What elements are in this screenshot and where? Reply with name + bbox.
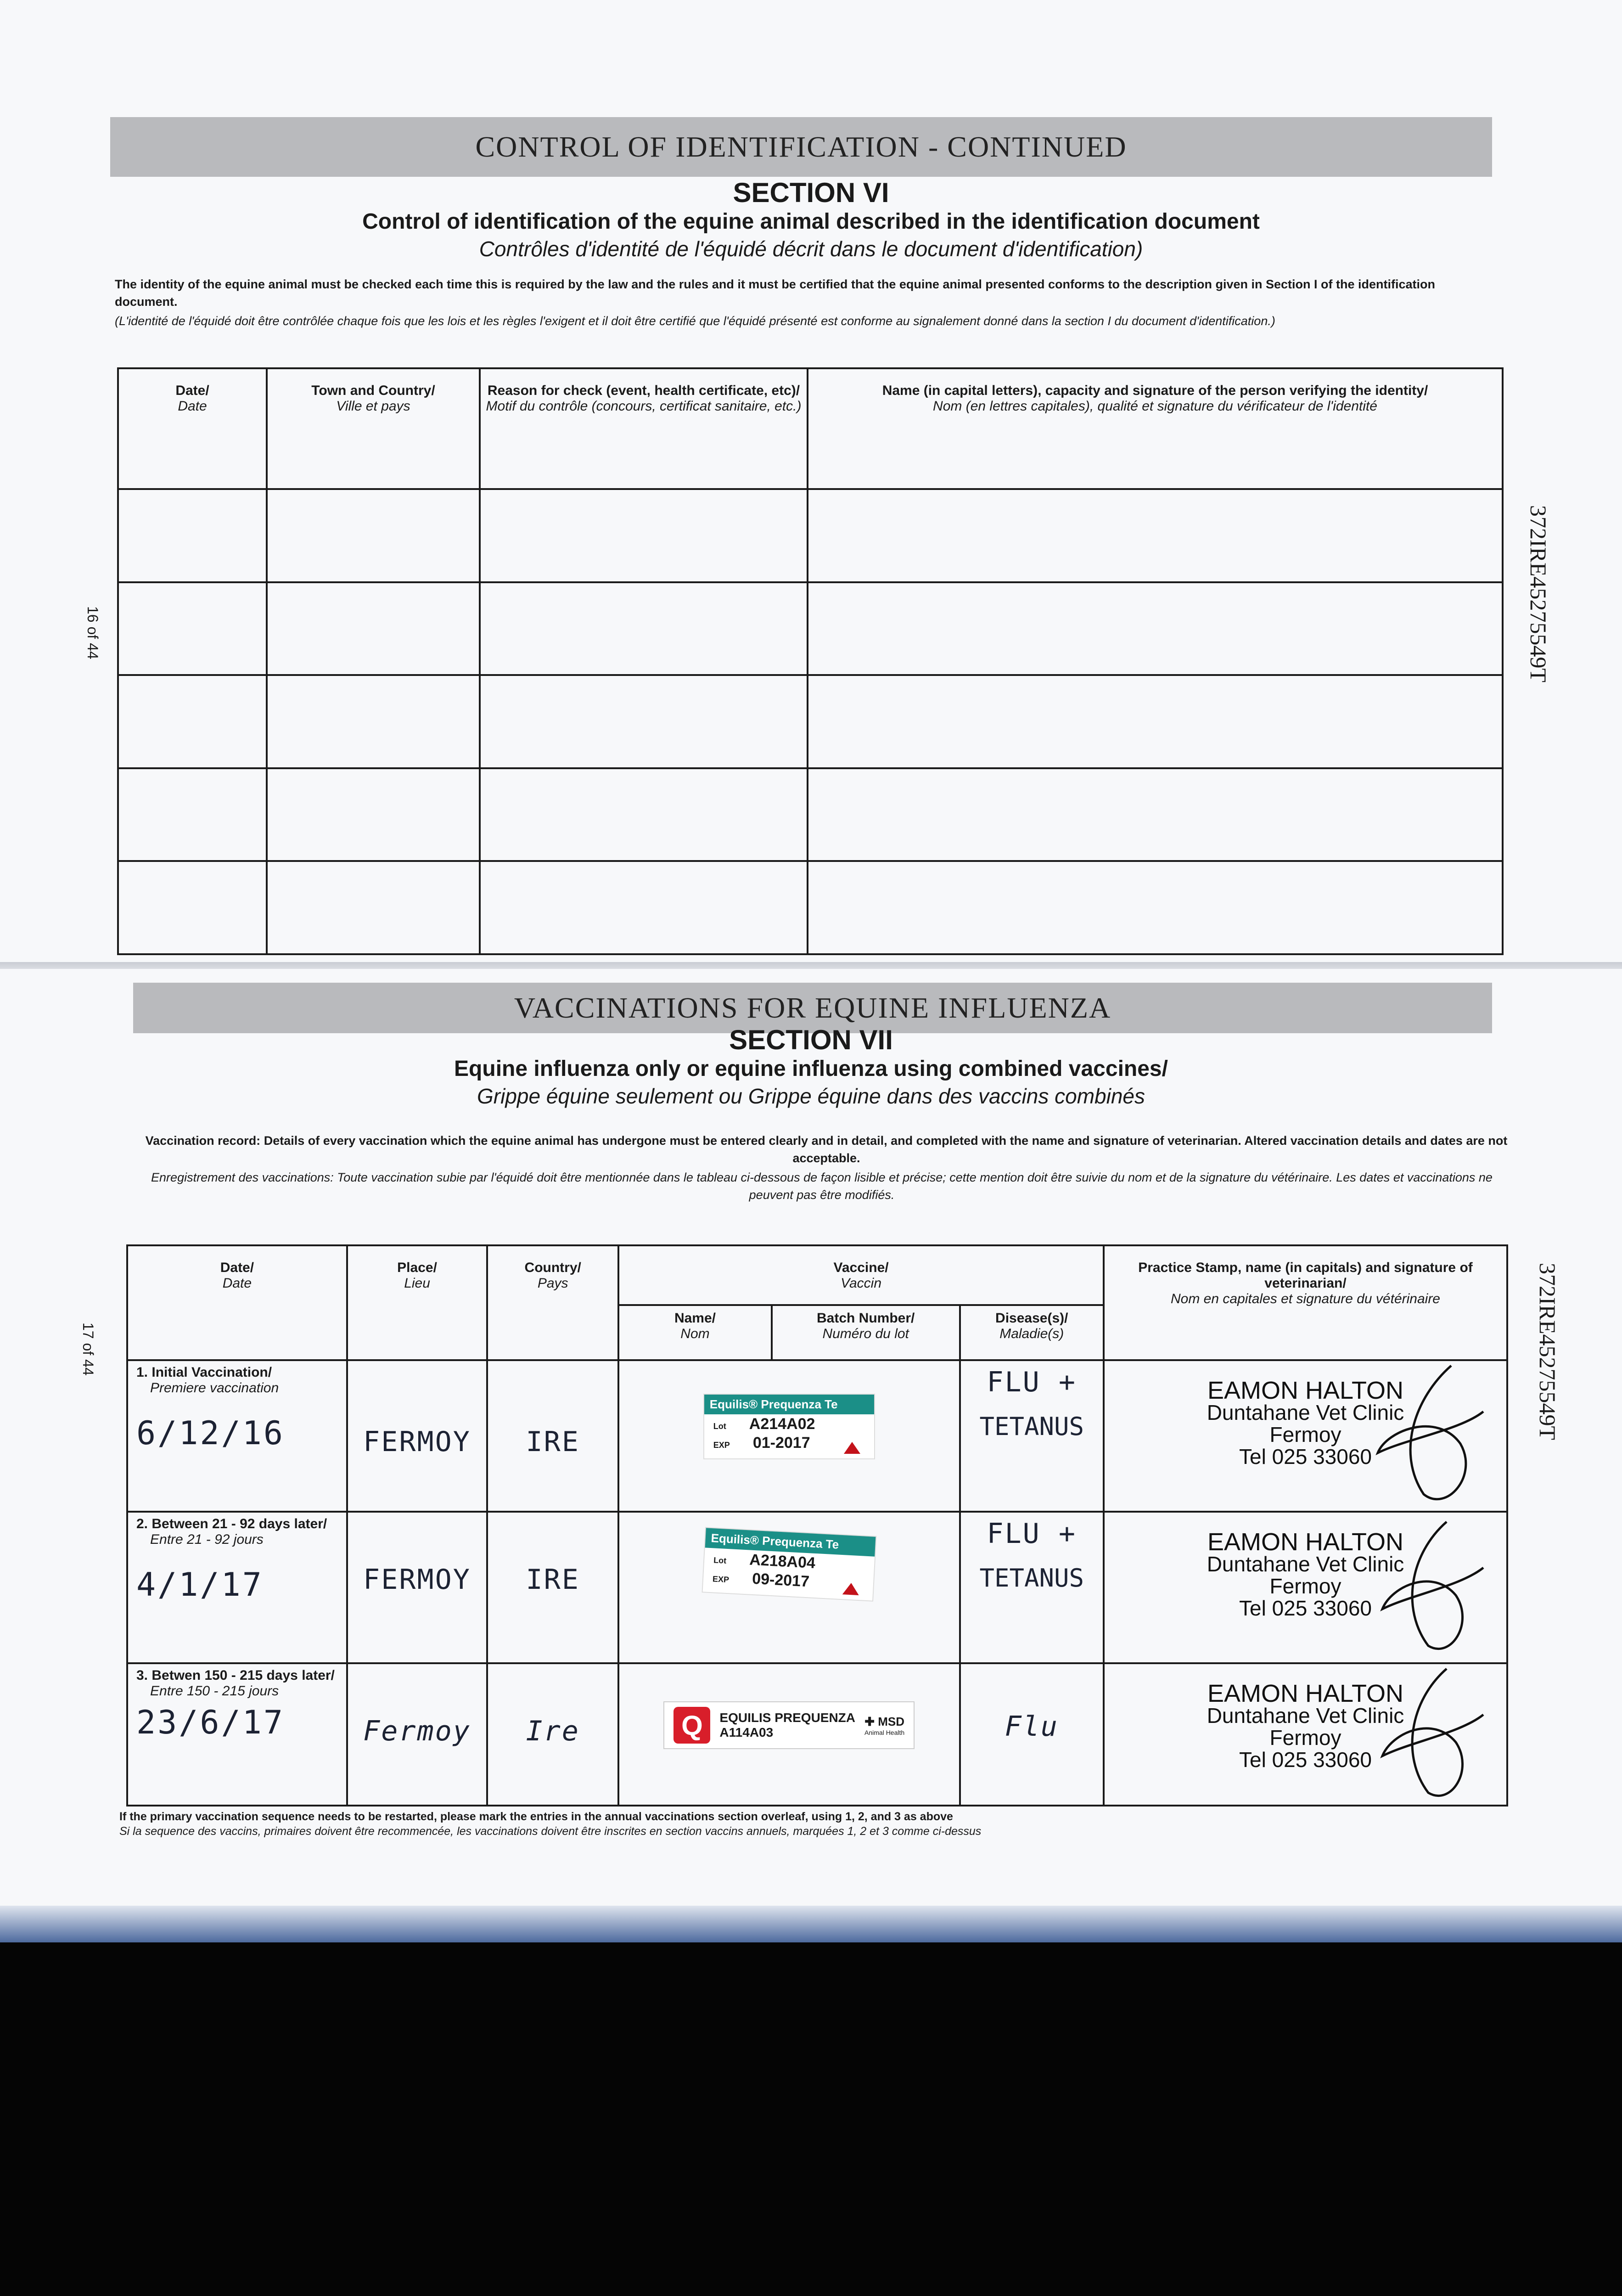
table-row [118, 768, 1503, 861]
vaccine-sticker-msd: Q EQUILIS PREQUENZA A114A03 ✚ MSD Animal Health [663, 1701, 915, 1749]
col-batch-header: Batch Number/ Numéro du lot [772, 1305, 960, 1360]
section-banner-identification: CONTROL OF IDENTIFICATION - CONTINUED [110, 117, 1492, 177]
country-cell[interactable]: IRE [487, 1360, 618, 1512]
table-cell[interactable] [808, 861, 1503, 954]
handwritten-date: 6/12/16 [136, 1414, 285, 1452]
table-cell[interactable] [118, 675, 267, 768]
page-number-16: 16 of 44 [84, 606, 101, 659]
section-banner-vaccinations: VACCINATIONS FOR EQUINE INFLUENZA [133, 983, 1492, 1033]
sticker-marker-icon [844, 1442, 860, 1454]
table-cell[interactable] [480, 582, 808, 675]
restart-footnote-fr: Si la sequence des vaccins, primaires doivent être recommencée, les vaccinations doivent être inscrites en section vaccins annuels, marquées 1, 2 et 3 comme ci-dessus [119, 1825, 982, 1838]
vaccine-sticker-cell [618, 1512, 960, 1663]
disease-cell[interactable]: Flu [960, 1663, 1104, 1806]
vaccination-record-instructions-fr: Enregistrement des vaccinations: Toute vaccination subie par l'équidé doit être mentionnée dans le tableau ci-dessous de façon lisible et précise; cette mention doit être suivie du nom et de la signature du vétérinaire. Les dates et vaccinations ne peuvent pas être modifiés. [151, 1171, 1493, 1202]
signature-icon [1369, 1361, 1488, 1508]
col-date-header: Date/ Date [118, 368, 267, 489]
table-row [118, 582, 1503, 675]
place-cell[interactable]: FERMOY [347, 1360, 488, 1512]
vaccination-date-cell[interactable]: 3. Betwen 150 - 215 days later/ Entre 150 - 215 jours 23/6/17 [127, 1663, 347, 1806]
vaccination-date-cell[interactable]: 2. Between 21 - 92 days later/ Entre 21 - 92 jours 4/1/17 [127, 1512, 347, 1663]
col-country-header: Country/ Pays [487, 1245, 618, 1360]
vaccination-row-3 [127, 1663, 1507, 1806]
scan-background [0, 1942, 1622, 2296]
top-page [0, 0, 1622, 969]
col-vaccine-name-header: Name/ Nom [618, 1305, 772, 1360]
section-vi-title: Control of identification of the equine animal described in the identification document [362, 209, 1260, 234]
table-cell[interactable] [118, 582, 267, 675]
section-vii-heading: SECTION VII [729, 1024, 893, 1055]
col-reason-header: Reason for check (event, health certificate, etc)/ Motif du contrôle (concours, certificat sanitaire, etc.) [480, 368, 808, 489]
col-practice-header: Practice Stamp, name (in capitals) and signature of veterinarian/ Nom en capitales et signature du vétérinaire [1104, 1245, 1507, 1360]
q-logo-icon: Q [673, 1707, 710, 1744]
table-cell[interactable] [808, 768, 1503, 861]
table-cell[interactable] [118, 489, 267, 582]
vaccination-row-1 [127, 1360, 1507, 1512]
table-cell[interactable] [480, 675, 808, 768]
signature-icon [1369, 1513, 1488, 1660]
place-cell[interactable]: Fermoy [347, 1663, 488, 1806]
page-number-17: 17 of 44 [80, 1322, 96, 1376]
section-vi-title-fr: Contrôles d'identité de l'équidé décrit dans le document d'identification) [479, 237, 1143, 261]
passport-cover-edge [0, 1906, 1622, 1947]
vet-stamp-cell[interactable]: EAMON HALTON Duntahane Vet Clinic Fermoy Tel 025 33060 [1104, 1512, 1507, 1663]
vaccine-sticker: Equilis® Prequenza Te Lot A218A04 EXP 09-2017 [702, 1527, 876, 1601]
section-vii-title-fr: Grippe équine seulement ou Grippe équine dans des vaccins combinés [477, 1084, 1145, 1108]
disease-cell[interactable]: FLU + TETANUS [960, 1512, 1104, 1663]
disease-cell[interactable]: FLU + TETANUS [960, 1360, 1104, 1512]
table-cell[interactable] [118, 861, 267, 954]
bottom-page [0, 969, 1622, 1942]
vaccine-sticker: Equilis® Prequenza Te Lot A214A02 EXP 01-2017 [703, 1394, 875, 1459]
table-cell[interactable] [480, 489, 808, 582]
sticker-marker-icon [842, 1582, 859, 1595]
handwritten-date: 4/1/17 [136, 1566, 264, 1604]
side-passport-code: 372IRE45275549T [1535, 1263, 1560, 1441]
col-place-header: Place/ Lieu [347, 1245, 488, 1360]
col-verifier-header: Name (in capital letters), capacity and signature of the person verifying the identity/ Nom (en lettres capitales), qualité et signature du vérificateur de l'identité [808, 368, 1503, 489]
side-passport-code: 372IRE45275549T [1526, 505, 1551, 683]
table-cell[interactable] [267, 582, 480, 675]
col-disease-header: Disease(s)/ Maladie(s) [960, 1305, 1104, 1360]
vaccine-sticker-cell [618, 1360, 960, 1512]
country-cell[interactable]: Ire [487, 1663, 618, 1806]
table-cell[interactable] [480, 861, 808, 954]
table-cell[interactable] [267, 675, 480, 768]
msd-logo-icon: ✚ MSD Animal Health [864, 1714, 905, 1736]
table-cell[interactable] [808, 675, 1503, 768]
table-cell[interactable] [118, 768, 267, 861]
country-cell[interactable]: IRE [487, 1512, 618, 1663]
vaccination-table [126, 1244, 1508, 1806]
identification-check-table [117, 367, 1504, 955]
col-vaccine-header: Vaccine/ Vaccin [618, 1245, 1104, 1305]
table-cell[interactable] [267, 768, 480, 861]
vaccine-sticker-cell [618, 1663, 960, 1806]
signature-icon [1369, 1664, 1488, 1802]
table-row [118, 675, 1503, 768]
table-cell[interactable] [267, 489, 480, 582]
identification-instructions-fr: (L'identité de l'équidé doit être contrôlée chaque fois que les lois et les règles l'exigent et il doit être certifié que l'équidé présenté est conforme au signalement donné dans la section I du document d'identification.) [115, 314, 1275, 328]
table-row [118, 861, 1503, 954]
table-cell[interactable] [808, 489, 1503, 582]
table-row [118, 489, 1503, 582]
vaccination-record-instructions: Vaccination record: Details of every vaccination which the equine animal has undergone must be entered clearly and in detail, and completed with the name and signature of veterinarian. Altered vaccination details and dates are not acceptable. [145, 1134, 1508, 1165]
table-cell[interactable] [808, 582, 1503, 675]
vet-stamp-cell[interactable]: EAMON HALTON Duntahane Vet Clinic Fermoy Tel 025 33060 [1104, 1663, 1507, 1806]
table-cell[interactable] [480, 768, 808, 861]
place-cell[interactable]: FERMOY [347, 1512, 488, 1663]
identification-instructions: The identity of the equine animal must be checked each time this is required by the law and the rules and it must be certified that the equine animal presented conforms to the description given in Section I of the identification document. [115, 277, 1436, 309]
vet-stamp-cell[interactable]: EAMON HALTON Duntahane Vet Clinic Fermoy Tel 025 33060 [1104, 1360, 1507, 1512]
vaccination-row-2 [127, 1512, 1507, 1663]
col-date-header: Date/ Date [127, 1245, 347, 1360]
table-cell[interactable] [267, 861, 480, 954]
vaccination-date-cell[interactable]: 1. Initial Vaccination/ Premiere vaccination 6/12/16 [127, 1360, 347, 1512]
handwritten-date: 23/6/17 [136, 1704, 285, 1741]
col-town-header: Town and Country/ Ville et pays [267, 368, 480, 489]
restart-footnote: If the primary vaccination sequence needs to be restarted, please mark the entries in the annual vaccinations section overleaf, using 1, 2, and 3 as above [119, 1810, 953, 1823]
section-vi-heading: SECTION VI [733, 177, 889, 208]
section-vii-title: Equine influenza only or equine influenza using combined vaccines/ [454, 1057, 1168, 1081]
